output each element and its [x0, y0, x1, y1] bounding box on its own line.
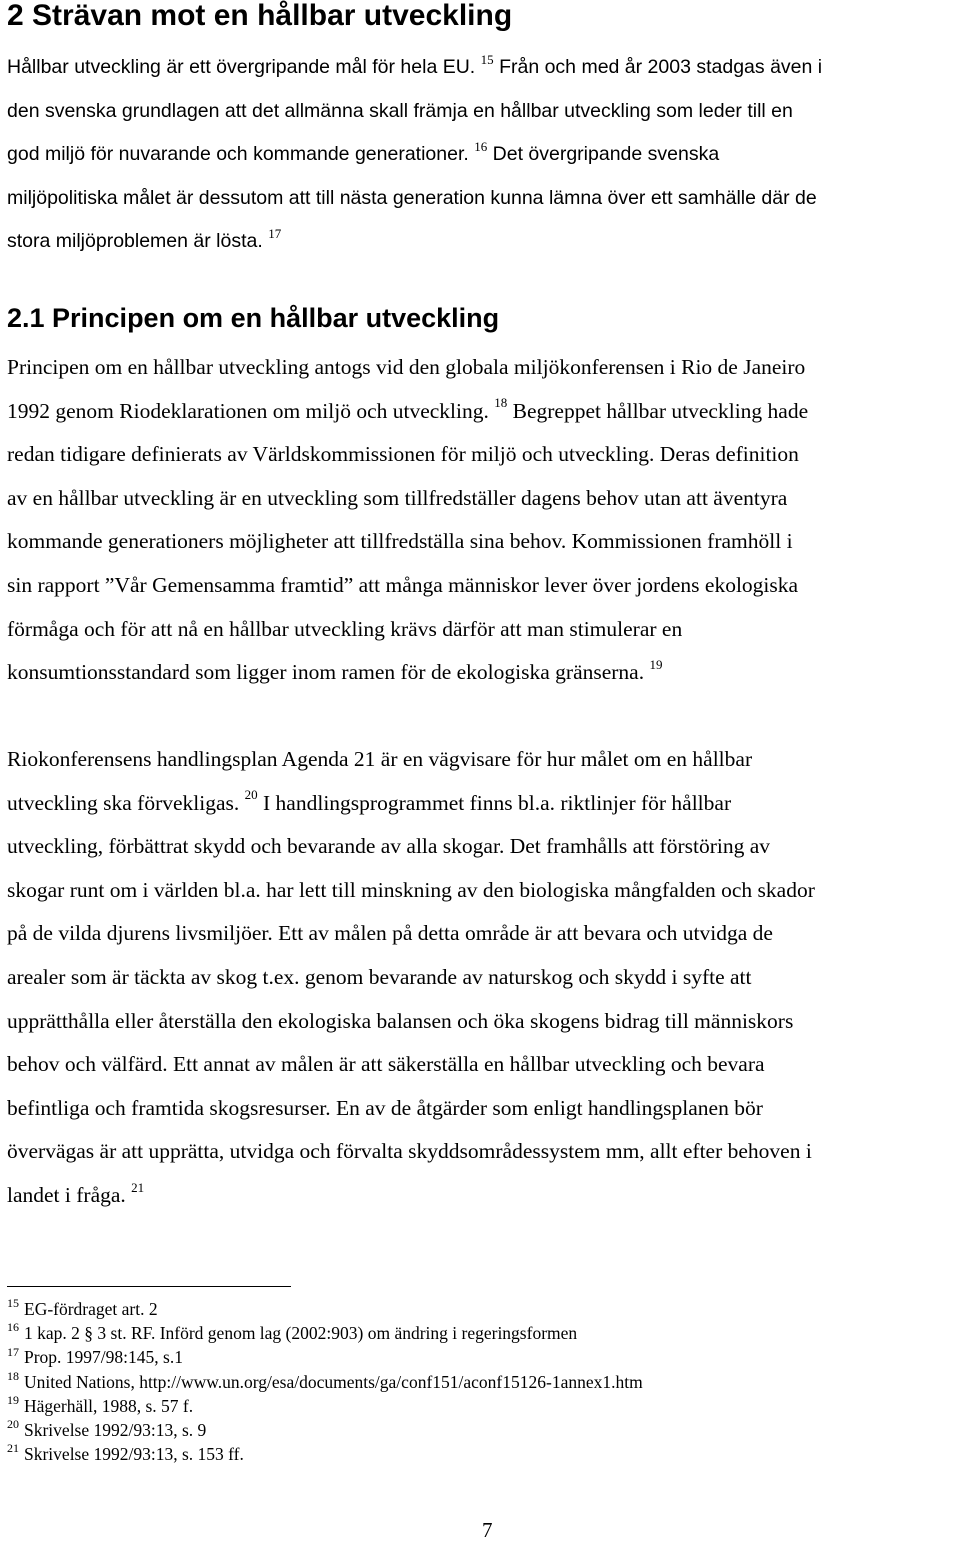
line-text: miljöpolitiska målet är dessutom att till nästa generation kunna lämna över ett samhälle där de [7, 186, 817, 209]
text-line [7, 133, 822, 177]
footnote-text: Skrivelse 1992/93:13, s. 153 ff. [24, 1444, 244, 1465]
footnote-item [7, 1370, 643, 1394]
footnote-number: 17 [7, 1344, 19, 1359]
text-line [7, 956, 815, 1000]
footnote-number: 21 [7, 1441, 19, 1456]
text-line [7, 46, 822, 90]
line-text: utveckling, förbättrat skydd och bevarande av alla skogar. Det framhålls att förstöring av [7, 834, 770, 859]
line-text: konsumtionsstandard som ligger inom ramen för de ekologiska gränserna. [7, 660, 645, 685]
text-line [7, 346, 808, 390]
line-text: 1992 genom Riodeklarationen om miljö och utveckling. [7, 398, 489, 423]
text-line [7, 912, 815, 956]
line-text: behov och välfärd. Ett annat av målen är att säkerställa en hållbar utveckling och bevara [7, 1052, 765, 1077]
agenda21-paragraph [7, 738, 815, 1218]
footnote-ref[interactable]: 18 [494, 395, 508, 411]
text-line [7, 1087, 815, 1131]
line-text: förmåga och för att nå en hållbar utveckling krävs därför att man stimulerar en [7, 616, 683, 641]
text-line [7, 738, 815, 782]
footnote-text: Skrivelse 1992/93:13, s. 9 [24, 1420, 207, 1441]
line-text: redan tidigare definierats av Världskommissionen för miljö och utveckling. Deras definition [7, 442, 799, 467]
text-line [7, 564, 808, 608]
footnotes [7, 1297, 643, 1466]
line-text: befintliga och framtida skogsresurser. En av de åtgärder som enligt handlingsplanen bör [7, 1095, 763, 1120]
footnote-item [7, 1394, 643, 1418]
page-number: 7 [482, 1518, 493, 1542]
text-line [7, 651, 808, 695]
footnote-text: Hägerhäll, 1988, s. 57 f. [24, 1395, 194, 1416]
line-text: upprätthålla eller återställa den ekologiska balansen och öka skogens bidrag till människors [7, 1008, 794, 1033]
text-line [7, 1000, 815, 1044]
line-text: arealer som är täckta av skog t.ex. genom bevarande av naturskog och skydd i syfte att [7, 964, 752, 989]
text-line [7, 608, 808, 652]
text-line [7, 220, 822, 264]
text-line [7, 433, 808, 477]
text-line [7, 782, 815, 826]
footnote-item [7, 1297, 643, 1321]
line-text: kommande generationers möjligheter att tillfredställa sina behov. Kommissionen framhöll i [7, 529, 793, 554]
footnote-number: 15 [7, 1296, 19, 1311]
footnote-item [7, 1418, 643, 1442]
section-heading: 2 Strävan mot en hållbar utveckling [7, 0, 513, 32]
footnote-text: Prop. 1997/98:145, s.1 [24, 1347, 183, 1368]
line-text: den svenska grundlagen att det allmänna skall främja en hållbar utveckling som leder till en [7, 99, 793, 122]
footnote-text: 1 kap. 2 § 3 st. RF. Införd genom lag (2002:903) om ändring i regeringsformen [24, 1323, 578, 1344]
line-text: Från och med år 2003 stadgas även i [493, 56, 823, 78]
line-text: Det övergripande svenska [487, 143, 720, 165]
footnote-ref[interactable]: 17 [268, 225, 282, 241]
text-line [7, 1130, 815, 1174]
footnote-item [7, 1345, 643, 1369]
footnote-number: 18 [7, 1368, 19, 1383]
footnote-number: 20 [7, 1417, 19, 1432]
line-text: Principen om en hållbar utveckling antogs vid den globala miljökonferensen i Rio de Janeiro [7, 355, 806, 379]
footnote-ref[interactable]: 20 [244, 787, 258, 803]
text-line [7, 1043, 815, 1087]
line-text: sin rapport ”Vår Gemensamma framtid” att många människor lever över jordens ekologiska [7, 572, 799, 597]
footnote-number: 19 [7, 1392, 19, 1407]
line-text: stora miljöproblemen är lösta. [7, 230, 263, 252]
text-line [7, 177, 822, 221]
line-text: Hållbar utveckling är ett övergripande mål för hela EU. [7, 56, 476, 78]
line-text: av en hållbar utveckling är en utveckling som tillfredställer dagens behov utan att äventyra [7, 485, 788, 510]
line-text: utveckling ska förvekligas. [7, 790, 240, 815]
principle-paragraph [7, 346, 808, 695]
footnote-item [7, 1442, 643, 1466]
intro-paragraph [7, 46, 822, 264]
footnote-number: 16 [7, 1320, 19, 1335]
footnote-text: EG-fördraget art. 2 [24, 1299, 158, 1319]
footnote-ref[interactable]: 16 [474, 138, 488, 154]
text-line [7, 825, 815, 869]
footnote-ref[interactable]: 15 [480, 51, 494, 67]
line-text: I handlingsprogrammet finns bl.a. riktlinjer för hållbar [257, 790, 732, 815]
text-line [7, 90, 822, 134]
line-text: på de vilda djurens livsmiljöer. Ett av målen på detta område är att bevara och utvidga de [7, 921, 773, 946]
subsection-heading: 2.1 Principen om en hållbar utveckling [7, 303, 500, 333]
footnote-ref[interactable]: 21 [131, 1179, 145, 1195]
text-line [7, 869, 815, 913]
line-text: landet i fråga. [7, 1182, 126, 1207]
line-text: övervägas är att upprätta, utvidga och förvalta skyddsområdessystem mm, allt efter behoven i [7, 1139, 812, 1164]
line-text: god miljö för nuvarande och kommande generationer. [7, 143, 469, 165]
footnote-separator [7, 1286, 291, 1287]
line-text: Riokonferensens handlingsplan Agenda 21 är en vägvisare för hur målet om en hållbar [7, 747, 753, 771]
footnote-ref[interactable]: 19 [649, 657, 663, 672]
line-text: skogar runt om i världen bl.a. har lett till minskning av den biologiska mångfalden och skador [7, 877, 815, 902]
line-text: Begreppet hållbar utveckling hade [507, 398, 809, 423]
text-line [7, 477, 808, 521]
text-line [7, 390, 808, 434]
footnote-item [7, 1321, 643, 1345]
footnote-text: United Nations, http://www.un.org/esa/documents/ga/conf151/aconf15126-1annex1.htm [24, 1371, 643, 1392]
text-line [7, 1174, 815, 1218]
text-line [7, 520, 808, 564]
